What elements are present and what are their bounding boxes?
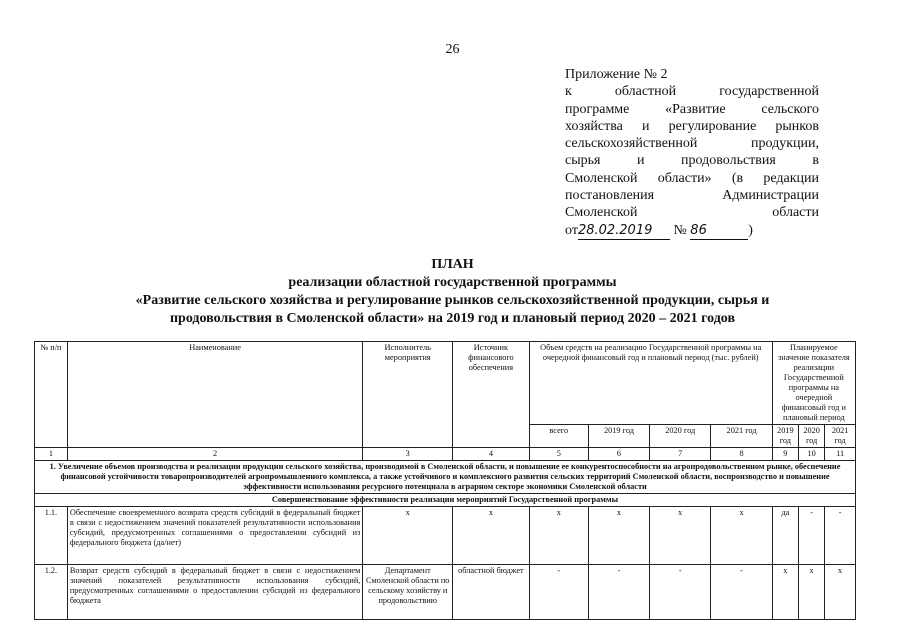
header-ind-2019: 2019 год (772, 425, 798, 448)
row-ind-2019: х (772, 565, 798, 620)
header-name: Наименование (67, 342, 363, 448)
appendix-line: к областной государственной (565, 84, 819, 100)
appendix-line: Смоленской области (565, 205, 819, 221)
appendix-date-line: от28.02.2019 № 86 ) (565, 222, 819, 240)
header-2020: 2020 год (650, 425, 711, 448)
appendix-block (565, 66, 819, 240)
col-number: 4 (453, 448, 530, 461)
col-number: 5 (529, 448, 588, 461)
row-2021: - (711, 565, 772, 620)
col-number: 11 (825, 448, 856, 461)
col-number: 7 (650, 448, 711, 461)
col-number: 6 (588, 448, 649, 461)
header-indicator: Планируемое значение показателя реализации Государственной программы на очередной финансовый год и плановый период (772, 342, 855, 425)
goal-row (35, 461, 856, 494)
title-line-1: ПЛАН (431, 257, 474, 272)
row-total: х (529, 507, 588, 565)
subsection-row (35, 494, 856, 507)
row-executor: х (363, 507, 453, 565)
header-executor: Исполнитель мероприятия (363, 342, 453, 448)
column-numbers-row (35, 448, 856, 461)
title-line-3: «Развитие сельского хозяйства и регулирование рынков сельскохозяйственной продукции, сырья и (135, 293, 770, 308)
date-prefix: от (565, 222, 578, 238)
goal-text: 1. Увеличение объемов производства и реализации продукции сельского хозяйства, производимой в Смоленской области, и повышение ее конкурентоспособности на агропродовольственном рынке, обеспечение финансовой устойчивости товаропроизводителей агропромышленного комплекса, а также устойчивого и комплексного развития сельских территорий Смоленской области, воспроизводство и повышение эффективности использования ресурсного потенциала в аграрном секторе экономики Смоленской области (35, 461, 856, 494)
row-source: х (453, 507, 530, 565)
row-num: 1.1. (35, 507, 68, 565)
col-number: 1 (35, 448, 68, 461)
row-ind-2020: - (798, 507, 824, 565)
header-funds: Объем средств на реализацию Государственной программы на очередной финансовый год и плановый период (тыс. рублей) (529, 342, 772, 425)
table-row (35, 507, 856, 565)
row-ind-2021: х (825, 565, 856, 620)
row-2020: - (650, 565, 711, 620)
row-name: Возврат средств субсидий в федеральный бюджет в связи с недостижением значений показателей результативности использования субсидий, предусмотренных соглашениями о предоставлении субсидий из федерального бюджета (67, 565, 363, 620)
header-2021: 2021 год (711, 425, 772, 448)
page-number: 26 (445, 42, 460, 57)
header-source: Источник финансового обеспечения (453, 342, 530, 448)
row-total: - (529, 565, 588, 620)
row-source: областной бюджет (453, 565, 530, 620)
appendix-line: Смоленской области» (в редакции (565, 170, 819, 186)
table-row (35, 565, 856, 620)
handwritten-date: 28.02.2019 (578, 222, 670, 240)
header-total: всего (529, 425, 588, 448)
col-number: 9 (772, 448, 798, 461)
header-ind-2021: 2021 год (825, 425, 856, 448)
row-ind-2021: - (825, 507, 856, 565)
row-2019: х (588, 507, 649, 565)
appendix-line: сельскохозяйственной продукции, (565, 136, 819, 152)
row-num: 1.2. (35, 565, 68, 620)
row-2021: х (711, 507, 772, 565)
col-number: 2 (67, 448, 363, 461)
row-2019: - (588, 565, 649, 620)
appendix-line: сырья и продовольствия в (565, 153, 819, 169)
title-line-4: продовольствия в Смоленской области» на 2019 год и плановый период 2020 – 2021 годов (169, 311, 736, 326)
plan-table (34, 341, 856, 620)
handwritten-number: 86 (690, 222, 748, 240)
appendix-line: постановления Администрации (565, 188, 819, 204)
col-number: 3 (363, 448, 453, 461)
row-executor: Департамент Смоленской области по сельскому хозяйству и продовольствию (363, 565, 453, 620)
appendix-line: программе «Развитие сельского (565, 101, 819, 117)
col-number: 10 (798, 448, 824, 461)
col-number: 8 (711, 448, 772, 461)
row-ind-2020: х (798, 565, 824, 620)
row-name: Обеспечение своевременного возврата средств субсидий в федеральный бюджет в связи с недостижением значений показателей результативности использования субсидий, предусмотренных соглашениями о предоставлении субсидий из федерального бюджета (да/нет) (67, 507, 363, 565)
row-ind-2019: да (772, 507, 798, 565)
number-label: № (673, 222, 687, 238)
appendix-line: хозяйства и регулирование рынков (565, 118, 819, 134)
subsection-text: Совершенствование эффективности реализации мероприятий Государственной программы (35, 494, 856, 507)
document-title (0, 256, 905, 328)
header-ind-2020: 2020 год (798, 425, 824, 448)
row-2020: х (650, 507, 711, 565)
header-num: № п/п (35, 342, 68, 448)
appendix-line: Приложение № 2 (565, 67, 668, 82)
title-line-2: реализации областной государственной программы (288, 275, 617, 290)
header-2019: 2019 год (588, 425, 649, 448)
